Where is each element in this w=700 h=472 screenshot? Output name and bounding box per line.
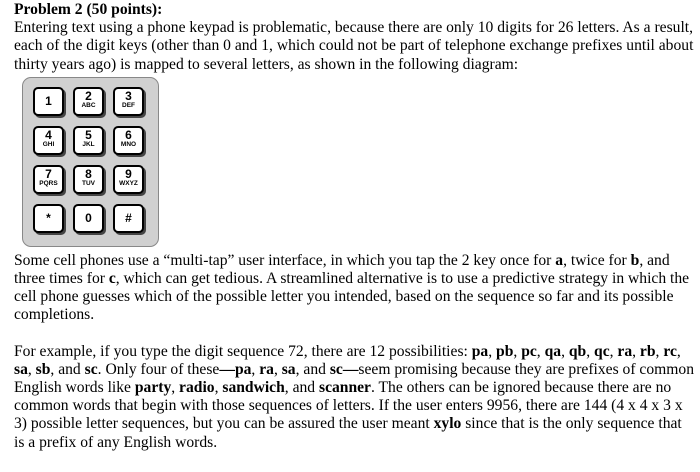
bold-term: pb bbox=[496, 342, 514, 360]
text-segment: , bbox=[214, 379, 223, 397]
bold-term: rc bbox=[663, 342, 677, 360]
key-digit: 3 bbox=[125, 88, 132, 103]
key-digit: 0 bbox=[85, 210, 92, 225]
text-segment: , bbox=[536, 342, 545, 360]
text-segment: , bbox=[27, 360, 36, 378]
text-segment: seem promising because they are prefixes of common English words like bbox=[14, 360, 695, 397]
key-letters: ABC bbox=[81, 101, 96, 109]
text-segment: For example, if you type the digit sequence 72, there are 12 possibilities: bbox=[14, 342, 472, 360]
bold-term: scanner bbox=[319, 379, 371, 397]
bold-term: ra bbox=[617, 342, 633, 360]
text-segment: . The others can be ignored because there are no common words that begin with those sequences of letters. If the user enters 9956, there are 144 (4 x 4 x 3 x 3) possible letter sequences, but you can be assured the user meant bbox=[14, 379, 683, 433]
bold-term: —pa bbox=[219, 360, 252, 378]
key-0 bbox=[73, 204, 104, 233]
key-6 bbox=[113, 126, 144, 155]
bold-term: radio bbox=[179, 379, 215, 397]
text-segment: . Only four of these bbox=[97, 360, 220, 378]
text-segment: , bbox=[513, 342, 522, 360]
bold-term: rb bbox=[639, 342, 656, 360]
bold-term: sc— bbox=[329, 360, 359, 378]
key-letters: DEF bbox=[122, 101, 135, 109]
bold-term: qc bbox=[594, 342, 610, 360]
key-hash bbox=[113, 204, 144, 233]
key-digit: 1 bbox=[45, 93, 52, 108]
text-segment: , bbox=[273, 360, 282, 378]
bold-term: qb bbox=[568, 342, 587, 360]
bold-term: party bbox=[134, 379, 172, 397]
bold-term: b bbox=[630, 251, 640, 269]
problem-title: Problem 2 (50 points): bbox=[14, 1, 163, 18]
text-segment: since that is the only sequence that is a prefix of any English words. bbox=[14, 415, 682, 451]
text-segment: , bbox=[586, 342, 595, 360]
text-segment: , bbox=[488, 342, 497, 360]
key-5 bbox=[73, 126, 104, 155]
text-segment: , bbox=[655, 342, 664, 360]
key-7 bbox=[33, 165, 64, 194]
phone-keypad-diagram bbox=[22, 77, 159, 247]
text-segment: , twice for bbox=[563, 251, 631, 269]
intro-paragraph: Entering text using a phone keypad is problematic, because there are only 10 digits for 26 letters. As a result, each of the digit keys (other than 0 and 1, which could not be part of telephone exchange prefixes until about thirty years ago) is mapped to several letters, as shown in the following diagram: bbox=[14, 19, 694, 73]
text-segment: , and bbox=[295, 360, 330, 378]
key-digit: 2 bbox=[85, 88, 92, 103]
bold-term: sb bbox=[35, 360, 51, 378]
key-digit: 5 bbox=[85, 127, 92, 142]
text-segment: , and bbox=[284, 379, 319, 397]
text-segment: Some cell phones use a “multi-tap” user interface, in which you tap the 2 key once for bbox=[14, 251, 556, 269]
bold-term: sa bbox=[14, 360, 28, 378]
key-digit: 8 bbox=[85, 166, 92, 181]
bold-term: c bbox=[108, 270, 116, 288]
bold-term: sa bbox=[281, 360, 296, 378]
text-segment: , bbox=[561, 342, 569, 360]
key-4 bbox=[33, 126, 64, 155]
multitap-paragraph bbox=[14, 252, 694, 325]
key-3 bbox=[113, 87, 144, 116]
key-digit: # bbox=[125, 210, 132, 225]
text-segment: , bbox=[251, 360, 260, 378]
key-digit: 7 bbox=[45, 166, 52, 181]
text-segment: , which can get tedious. A streamlined alternative is to use a predictive strategy in which the cell phone guesses which of the possible letter you intended, based on the sequence so far and its possible completions. bbox=[14, 270, 690, 324]
key-digit: 6 bbox=[125, 127, 132, 142]
key-1 bbox=[33, 87, 64, 116]
key-letters: JKL bbox=[82, 140, 95, 148]
document bbox=[14, 0, 694, 452]
bold-term: sandwich bbox=[222, 379, 285, 397]
bold-term: pa bbox=[471, 342, 489, 360]
key-letters: TUV bbox=[82, 179, 95, 187]
key-digit: 4 bbox=[45, 127, 52, 142]
key-letters: MNO bbox=[120, 140, 137, 148]
key-letters: WXYZ bbox=[119, 179, 138, 187]
text-segment: , and bbox=[50, 360, 85, 378]
key-letters: PQRS bbox=[39, 179, 58, 187]
key-8 bbox=[73, 165, 104, 194]
text-segment: , bbox=[171, 379, 180, 397]
bold-term: xylo bbox=[433, 415, 462, 433]
text-segment: , bbox=[609, 342, 618, 360]
text-segment: , bbox=[632, 342, 640, 360]
key-digit: 9 bbox=[125, 166, 132, 181]
bold-term: pc bbox=[521, 342, 537, 360]
key-digit: * bbox=[46, 210, 51, 225]
example-paragraph bbox=[14, 343, 694, 452]
text-segment: , bbox=[676, 342, 681, 360]
key-9 bbox=[113, 165, 144, 194]
bold-term: ra bbox=[259, 360, 274, 378]
text-segment: , and three times for bbox=[14, 251, 670, 288]
key-star bbox=[33, 204, 64, 233]
bold-term: qa bbox=[544, 342, 562, 360]
bold-term: a bbox=[555, 251, 564, 269]
key-letters: GHI bbox=[42, 140, 55, 148]
bold-term: sc bbox=[84, 360, 98, 378]
key-2 bbox=[73, 87, 104, 116]
